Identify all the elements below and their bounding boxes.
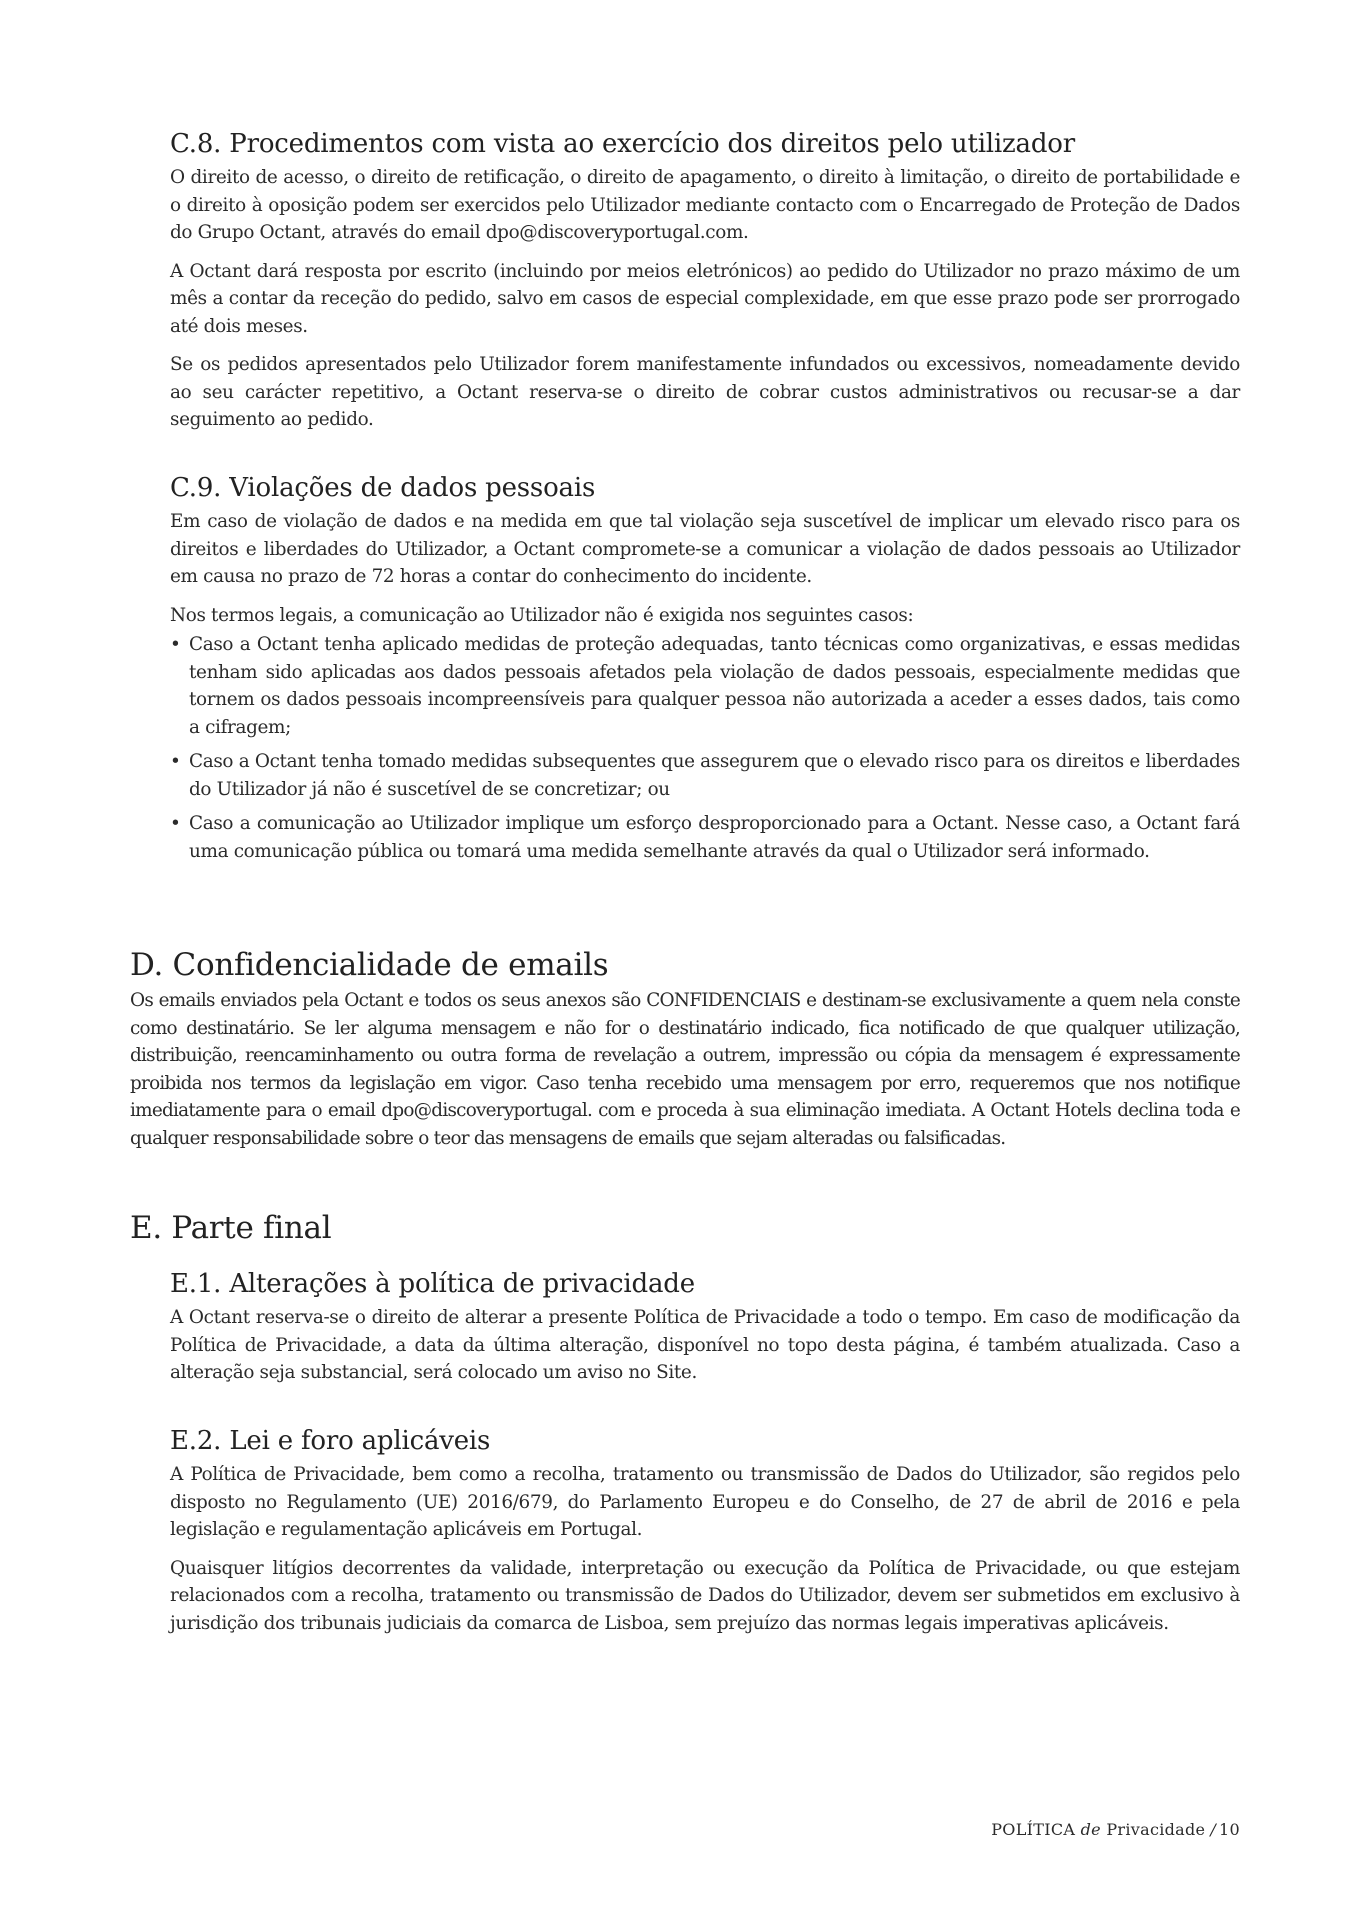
section-e [130, 1208, 1240, 1250]
section-e1-heading: E.1. Alterações à política de privacidade [170, 1269, 695, 1299]
bullet-dot-icon: • [170, 634, 181, 655]
section-c8-heading: C.8. Procedimentos com vista ao exercício dos direitos pelo utilizador [170, 129, 1075, 159]
list-item-text: Caso a Octant tenha tomado medidas subsequentes que assegurem que o elevado risco para os direitos e liberdades do Utilizador já não é suscetível de se concretizar; ou [189, 751, 1240, 800]
section-e2-paragraph-1: A Política de Privacidade, bem como a recolha, tratamento ou transmissão de Dados do Utilizador, são regidos pelo disposto no Regulamento (UE) 2016/679, do Parlamento Europeu e do Conselho, de 27 de abril de 2016 e pela legislação e regulamentação aplicáveis em Portugal. [170, 1464, 1240, 1540]
section-e1-paragraph: A Octant reserva-se o direito de alterar a presente Política de Privacidade a todo o tempo. Em caso de modificação da Política de Privacidade, a data da última alteração, disponível no topo desta página, é também atualizada. Caso a alteração seja substancial, será colocado um aviso no Site. [170, 1307, 1240, 1383]
footer-politica: POLÍTICA [991, 1820, 1076, 1839]
list-item [170, 748, 1240, 803]
section-c9-heading: C.9. Violações de dados pessoais [170, 473, 596, 503]
section-e2-paragraph-2: Quaisquer litígios decorrentes da validade, interpretação ou execução da Política de Privacidade, ou que estejam relacionados com a recolha, tratamento ou transmissão de Dados do Utilizador, devem ser submetidos em exclusivo à jurisdição dos tribunais judiciais da comarca de Lisboa, sem prejuízo das normas legais imperativas aplicáveis. [170, 1557, 1240, 1634]
section-e-heading: E. Parte final [130, 1210, 332, 1246]
page-number: 10 [1219, 1820, 1240, 1839]
page-footer [991, 1820, 1240, 1840]
section-c8-paragraph-2: A Octant dará resposta por escrito (incluindo por meios eletrónicos) ao pedido do Utilizador no prazo máximo de um mês a contar da receção do pedido, salvo em casos de especial complexidade, em que esse prazo pode ser prorrogado até dois meses. [170, 260, 1240, 337]
section-c9 [170, 472, 1240, 872]
section-d [130, 945, 1240, 1152]
list-item [170, 631, 1240, 741]
section-c8-paragraph-1: O direito de acesso, o direito de retificação, o direito de apagamento, o direito à limitação, o direito de portabilidade e o direito à oposição podem ser exercidos pelo Utilizador mediante contacto com o Encarregado de Proteção de Dados do Grupo Octant, através do email dpo@discoveryportugal.com. [170, 167, 1240, 243]
section-d-heading: D. Confidencialidade de emails [130, 947, 609, 983]
list-item [170, 810, 1240, 865]
bullet-dot-icon: • [170, 751, 181, 772]
list-item-text: Caso a comunicação ao Utilizador implique um esforço desproporcionado para a Octant. Nesse caso, a Octant fará uma comunicação pública ou tomará uma medida semelhante através da qual o Utilizador será informado. [189, 813, 1240, 862]
section-c9-paragraph-2: Nos termos legais, a comunicação ao Utilizador não é exigida nos seguintes casos: [170, 604, 914, 626]
section-c8 [170, 128, 1240, 445]
footer-de: de [1080, 1820, 1101, 1839]
section-c8-paragraph-3: Se os pedidos apresentados pelo Utilizador forem manifestamente infundados ou excessivos, nomeadamente devido ao seu carácter repetitivo, a Octant reserva-se o direito de cobrar custos administrativos ou recusar-se a dar seguimento ao pedido. [170, 354, 1240, 430]
section-e1 [170, 1268, 1240, 1398]
bullet-dot-icon: • [170, 813, 181, 834]
section-d-paragraph: Os emails enviados pela Octant e todos os seus anexos são CONFIDENCIAIS e destinam-se exclusivamente a quem nela conste como destinatário. Se ler alguma mensagem e não for o destinatário indicado, fica notificado de que qualquer utilização, distribuição, reencaminhamento ou outra forma de revelação a outrem, impressão ou cópia da mensagem é expressamente proibida nos termos da legislação em vigor. Caso tenha recebido uma mensagem por erro, requeremos que nos notifique imediatamente para o email dpo@discoveryportugal. com e proceda à sua eliminação imediata. A Octant Hotels declina toda e qualquer responsabilidade sobre o teor das mensagens de emails que sejam alteradas ou falsificadas. [130, 990, 1240, 1149]
footer-privacidade: Privacidade [1106, 1820, 1206, 1839]
footer-slash: / [1210, 1820, 1217, 1839]
list-item-text: Caso a Octant tenha aplicado medidas de proteção adequadas, tanto técnicas como organizativas, e essas medidas tenham sido aplicadas aos dados pessoais afetados pela violação de dados pessoais, especialmente medidas que tornem os dados pessoais incompreensíveis para qualquer pessoa não autorizada a aceder a esses dados, tais como a cifragem; [189, 634, 1240, 738]
section-e2 [170, 1425, 1240, 1648]
section-e2-heading: E.2. Lei e foro aplicáveis [170, 1426, 491, 1456]
section-c9-bullet-list [170, 631, 1240, 865]
section-c9-paragraph-1: Em caso de violação de dados e na medida em que tal violação seja suscetível de implicar um elevado risco para os direitos e liberdades do Utilizador, a Octant compromete-se a comunicar a violação de dados pessoais ao Utilizador em causa no prazo de 72 horas a contar do conhecimento do incidente. [170, 511, 1240, 587]
